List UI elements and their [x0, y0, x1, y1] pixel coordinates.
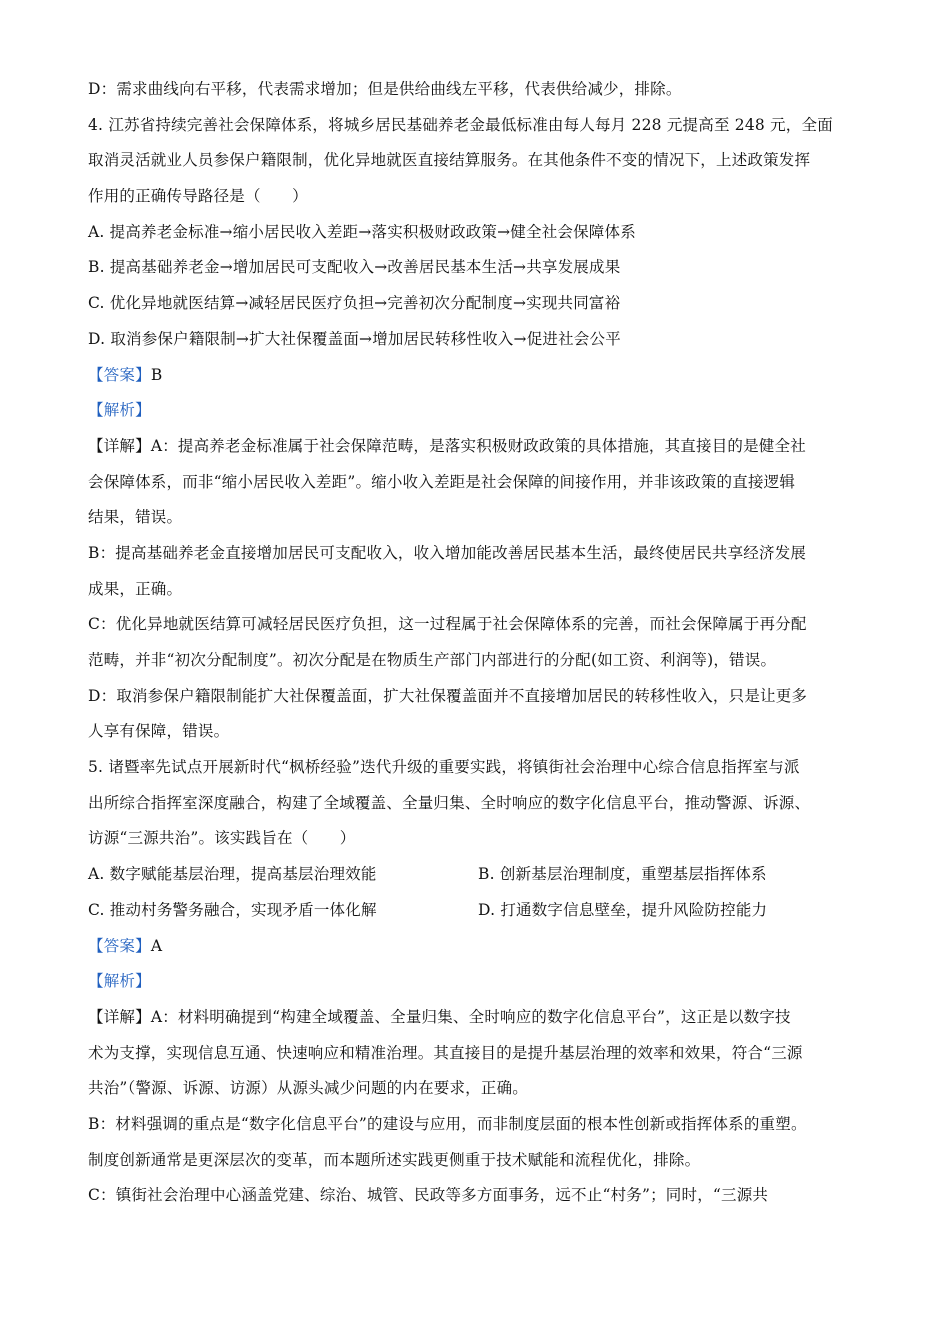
option-a: A. 数字赋能基层治理，提高基层治理效能: [88, 865, 377, 884]
option-b: B. 提高基础养老金→增加居民可支配收入→改善居民基本生活→共享发展成果: [88, 258, 621, 277]
detail-line: C：优化异地就医结算可减轻居民医疗负担，这一过程属于社会保障体系的完善，而社会保障属于再分配: [88, 615, 807, 634]
detail-line: B：提高基础养老金直接增加居民可支配收入，收入增加能改善居民基本生活，最终使居民共享经济发展: [88, 543, 807, 562]
detail-line: 成果，正确。: [88, 579, 183, 598]
detail-line: D：取消参保户籍限制能扩大社保覆盖面，扩大社保覆盖面并不直接增加居民的转移性收入，只是让更多: [88, 686, 808, 705]
detail-line: [88, 429, 868, 465]
question-4: [88, 108, 868, 750]
detail-text: A：提高养老金标准属于社会保障范畴，是落实积极财政政策的具体措施，其直接目的是健全社: [150, 436, 806, 455]
question-5: [88, 750, 868, 1214]
analysis-line: [88, 393, 868, 429]
answer-value: B: [150, 365, 163, 384]
question-stem-line: 访源“三源共治”。该实践旨在（ ）: [88, 829, 356, 848]
detail-line: 会保障体系，而非“缩小居民收入差距”。缩小收入差距是社会保障的间接作用，并非该政策的直接逻辑: [88, 472, 796, 491]
detail-line: 人享有保障，错误。: [88, 722, 230, 741]
option-c: C. 优化异地就医结算→减轻居民医疗负担→完善初次分配制度→实现共同富裕: [88, 294, 621, 313]
detail-line: 共治”（警源、诉源、访源）从源头减少问题的内在要求，正确。: [88, 1079, 528, 1098]
options-row: [88, 857, 868, 893]
option-d: D. 打通数字信息壁垒，提升风险防控能力: [478, 900, 768, 919]
text-line: D：需求曲线向右平移，代表需求增加；但是供给曲线左平移，代表供给减少，排除。: [88, 80, 682, 98]
detail-line: 制度创新通常是更深层次的变革，而本题所述实践更侧重于技术赋能和流程优化，排除。: [88, 1150, 701, 1169]
detail-line: B：材料强调的重点是“数字化信息平台”的建设与应用，而非制度层面的根本性创新或指挥体系的重塑。: [88, 1114, 807, 1133]
document-page: [88, 72, 868, 1214]
option-a: A. 提高养老金标准→缩小居民收入差距→落实积极财政政策→健全社会保障体系: [88, 222, 636, 241]
option-b: B. 创新基层治理制度，重塑基层指挥体系: [478, 865, 767, 884]
question-stem-line: 作用的正确传导路径是（ ）: [88, 187, 308, 206]
detail-line: 结果，错误。: [88, 508, 183, 527]
detail-line: 范畴，并非“初次分配制度”。初次分配是在物质生产部门内部进行的分配(如工资、利润等)，错误。: [88, 651, 777, 669]
detail-text: A：材料明确提到“构建全域覆盖、全量归集、全时响应的数字化信息平台”，这正是以数字技: [150, 1007, 791, 1026]
answer-line: [88, 929, 868, 965]
detail-line: [88, 1000, 868, 1036]
analysis-tag: 【解析】: [88, 972, 151, 991]
question-stem-line: 4. 江苏省持续完善社会保障体系，将城乡居民基础养老金最低标准由每人每月 228 元提高至 248 元，全面: [88, 115, 833, 134]
analysis-line: [88, 964, 868, 1000]
detail-tag: 【详解】: [88, 1007, 151, 1026]
answer-line: [88, 358, 868, 394]
answer-tag: 【答案】: [88, 365, 151, 384]
answer-value: A: [150, 936, 163, 955]
question-stem-line: 出所综合指挥室深度融合，构建了全域覆盖、全量归集、全时响应的数字化信息平台，推动警源、诉源、: [88, 793, 811, 812]
question-stem-line: 取消灵活就业人员参保户籍限制，优化异地就医直接结算服务。在其他条件不变的情况下，上述政策发挥: [88, 151, 811, 170]
detail-tag: 【详解】: [88, 436, 151, 455]
detail-line: 术为支撑，实现信息互通、快速响应和精准治理。其直接目的是提升基层治理的效率和效果，符合“三源: [88, 1043, 803, 1062]
option-c: C. 推动村务警务融合，实现矛盾一体化解: [88, 900, 377, 919]
detail-line: C：镇街社会治理中心涵盖党建、综治、城管、民政等多方面事务，远不止“村务”；同时，“三源共: [88, 1186, 769, 1205]
options-row: [88, 893, 868, 929]
answer-tag: 【答案】: [88, 936, 151, 955]
analysis-tag: 【解析】: [88, 401, 151, 420]
question-stem-line: 5. 诸暨率先试点开展新时代“枫桥经验”迭代升级的重要实践，将镇街社会治理中心综合信息指挥室与派: [88, 758, 800, 777]
option-d: D. 取消参保户籍限制→扩大社保覆盖面→增加居民转移性收入→促进社会公平: [88, 329, 621, 348]
